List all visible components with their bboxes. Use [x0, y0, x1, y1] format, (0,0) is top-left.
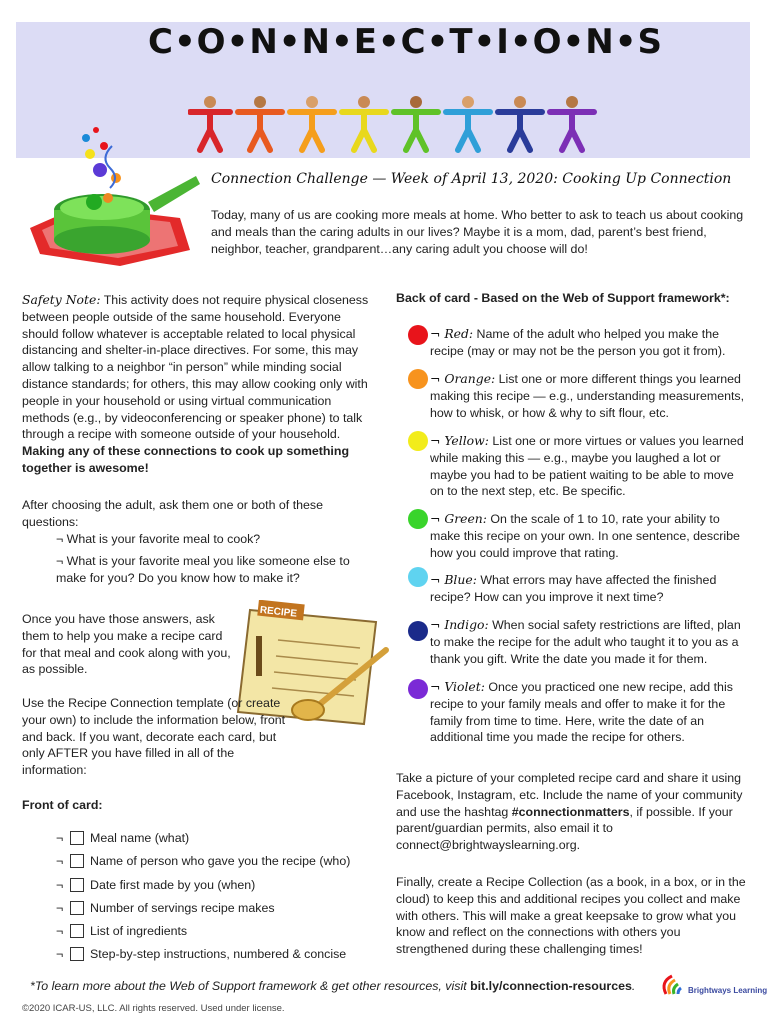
back-card-heading: Back of card - Based on the Web of Support framework*: — [396, 291, 730, 305]
intro-paragraph: Today, many of us are cooking more meals at home. Who better to ask to teach us about cooking and meals than the caring adults in our lives? Maybe it is a mom, dad, parent’s best friend, neighbor, teacher, grandparent…any caring adult you choose will do! — [211, 208, 744, 256]
safety-note — [22, 292, 380, 477]
question-1: ¬ What is your favorite meal to cook? — [56, 532, 261, 546]
yellow-dot-icon — [408, 431, 428, 451]
front-item-3: ¬ Date first made by you (when) — [56, 877, 256, 892]
blue-dot-icon — [408, 567, 428, 587]
violet-dot-icon — [408, 679, 428, 699]
challenge-subtitle: Connection Challenge — Week of April 13, 2020: Cooking Up Connection — [211, 171, 732, 187]
web-orange: ¬ Orange: List one or more different things you learned making this recipe — e.g., understanding measurements, how to whisk, or how & why to sift flour, etc. — [430, 371, 745, 420]
web-green: ¬ Green: On the scale of 1 to 10, rate your ability to make this recipe on your own. In one sentence, describe how you could improve that rating. — [430, 511, 740, 560]
checkbox[interactable] — [70, 947, 84, 961]
web-blue: ¬ Blue: What errors may have affected the finished recipe? How can you improve it next time? — [430, 572, 717, 604]
checkbox[interactable] — [70, 831, 84, 845]
page-title: C•O•N•N•E•C•T•I•O•N•S — [148, 22, 663, 62]
web-yellow: ¬ Yellow: List one or more virtues or values you learned while making this — e.g., maybe you laughed a lot or maybe you had to be patient waiting to be able to move on to the next step, etc. Be specific. — [430, 433, 744, 499]
safety-note-text: This activity does not require physical closeness between people outside of the same household. Everyone should follow whatever is acceptable related to local physical distancing and shelter-in-place directives. For some, this may allow talking to a neighbor “in person” while minding social distance standards; for others, this may allow cooking only with people in your household or using virtual communication methods (e.g., by videoconferencing or speaker phone) to talk through a recipe with someone outside of your household. — [22, 293, 369, 442]
copyright: ©2020 ICAR-US, LLC. All rights reserved. Used under license. — [22, 1003, 285, 1014]
web-indigo: ¬ Indigo: When social safety restrictions are lifted, plan to make the recipe for the adult who taught it to you as a thank you gift. Write the date you made it for them. — [430, 617, 741, 666]
front-item-1: ¬ Meal name (what) — [56, 830, 190, 845]
safety-note-emphasis: Making any of these connections to cook up something together is awesome! — [22, 444, 350, 475]
brightways-logo-text: Brightways Learning — [688, 986, 768, 995]
footer-note: *To learn more about the Web of Support framework & get other resources, visit bit.ly/connection-resources. — [30, 979, 636, 993]
indigo-dot-icon — [408, 621, 428, 641]
recipe-card-label: RECIPE — [259, 604, 298, 620]
share-paragraph: Take a picture of your completed recipe card and share it using Facebook, Instagram, etc. Include the name of your community and use the hashtag #connectionmatters, if possible. If your parent/guardian permits, also email it to connect@brightwayslearning.org. — [396, 771, 743, 853]
front-item-4: ¬ Number of servings recipe makes — [56, 900, 275, 915]
checkbox[interactable] — [70, 924, 84, 938]
web-violet: ¬ Violet: Once you practiced one new recipe, add this recipe to your family meals and offer to make it for the family from time to time. Here, write the date of an additional time you made the recipe for others. — [430, 679, 733, 745]
checkbox[interactable] — [70, 878, 84, 892]
green-dot-icon — [408, 509, 428, 529]
front-item-6: ¬ Step-by-step instructions, numbered & concise — [56, 946, 347, 961]
safety-note-label: Safety Note: — [22, 292, 101, 307]
orange-dot-icon — [408, 369, 428, 389]
people-chain-illustration — [188, 94, 618, 154]
front-item-5: ¬ List of ingredients — [56, 923, 188, 938]
checkbox[interactable] — [70, 901, 84, 915]
web-red: ¬ Red: Name of the adult who helped you make the recipe (may or may not be the person you got it from). — [430, 326, 726, 358]
template-paragraph: Use the Recipe Connection template (or create your own) to include the information below, front and back. If you want, decorate each card, but only AFTER you have filled in all of the information: — [22, 696, 286, 778]
cooking-pot-illustration — [20, 118, 210, 268]
finally-paragraph: Finally, create a Recipe Collection (as a book, in a box, or in the cloud) to keep this and additional recipes you collect and make with others. This will make a great keepsake to grow what you know and reflect on the connections with others you strengthened during these challenging times! — [396, 875, 746, 957]
red-dot-icon — [408, 325, 428, 345]
questions-lead: After choosing the adult, ask them one or both of these questions: — [22, 498, 324, 529]
front-card-heading: Front of card: — [22, 798, 103, 812]
checkbox[interactable] — [70, 854, 84, 868]
answers-paragraph: Once you have those answers, ask them to help you make a recipe card for that meal and cook along with you, as possible. — [22, 612, 231, 677]
resources-link[interactable]: bit.ly/connection-resources — [470, 979, 632, 993]
front-item-2: ¬ Name of person who gave you the recipe (who) — [56, 853, 351, 868]
question-2: ¬ What is your favorite meal you like someone else to make for you? Do you know how to make it? — [56, 554, 350, 585]
